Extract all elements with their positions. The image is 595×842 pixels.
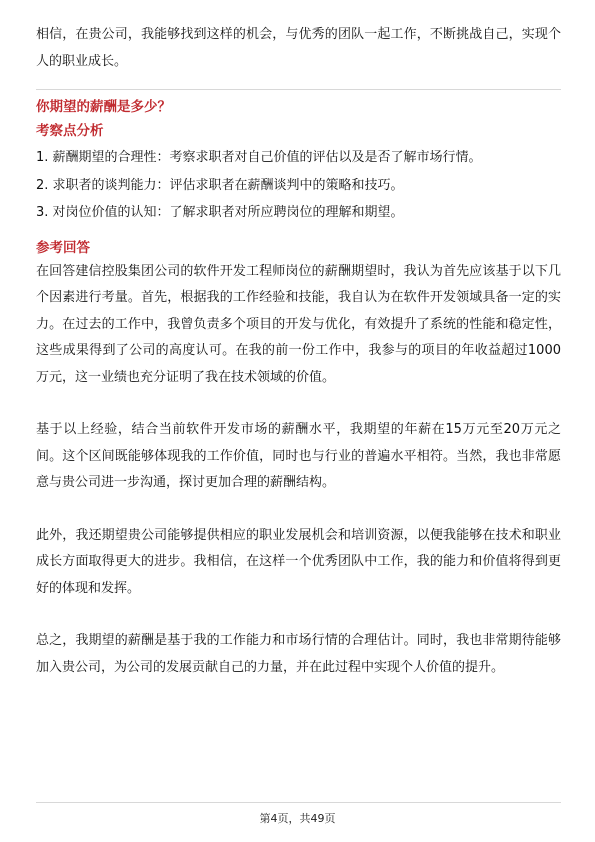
analysis-list bbox=[36, 144, 561, 227]
analysis-item: 2. 求职者的谈判能力：评估求职者在薪酬谈判中的策略和技巧。 bbox=[36, 177, 404, 193]
intro-paragraph: 相信，在贵公司，我能够找到这样的机会，与优秀的团队一起工作，不断挑战自己，实现个人的职业成长。 bbox=[36, 27, 561, 69]
paragraph-spacer bbox=[36, 391, 561, 417]
footer-divider bbox=[36, 802, 561, 803]
answer-heading: 参考回答 bbox=[36, 239, 90, 256]
page-content bbox=[36, 22, 561, 681]
paragraph-spacer bbox=[36, 602, 561, 628]
paragraph-spacer bbox=[36, 497, 561, 523]
answer-paragraph: 此外，我还期望贵公司能够提供相应的职业发展机会和培训资源，以便我能够在技术和职业成长方面取得更大的进步。我相信，在这样一个优秀团队中工作，我的能力和价值将得到更好的体现和发挥。 bbox=[36, 527, 561, 596]
answer-paragraph: 在回答建信控股集团公司的软件开发工程师岗位的薪酬期望时，我认为首先应该基于以下几个因素进行考量。首先，根据我的工作经验和技能，我自认为在软件开发领域具备一定的实力。在过去的工作中，我曾负责多个项目的开发与优化，有效提升了系统的性能和稳定性，这些成果得到了公司的高度认可。在我的前一份工作中，我参与的项目的年收益超过1000万元，这一业绩也充分证明了我在技术领域的价值。 bbox=[36, 263, 561, 385]
answer-paragraph: 总之，我期望的薪酬是基于我的工作能力和市场行情的合理估计。同时，我也非常期待能够加入贵公司，为公司的发展贡献自己的力量，并在此过程中实现个人价值的提升。 bbox=[36, 633, 561, 675]
analysis-heading: 考察点分析 bbox=[36, 123, 104, 139]
question-heading: 你期望的薪酬是多少？ bbox=[36, 99, 171, 115]
section-divider bbox=[36, 89, 561, 90]
analysis-item: 1. 薪酬期望的合理性：考察求职者对自己价值的评估以及是否了解市场行情。 bbox=[36, 150, 482, 165]
analysis-item: 3. 对岗位价值的认知：了解求职者对所应聘岗位的理解和期望。 bbox=[36, 205, 404, 220]
page-number: 第4页，共49页 bbox=[259, 812, 336, 825]
answer-paragraph: 基于以上经验，结合当前软件开发市场的薪酬水平，我期望的年薪在15万元至20万元之间。这个区间既能够体现我的工作价值，同时也与行业的普遍水平相符。当然，我也非常愿意与贵公司进一步沟通，探讨更加合理的薪酬结构。 bbox=[36, 422, 561, 490]
